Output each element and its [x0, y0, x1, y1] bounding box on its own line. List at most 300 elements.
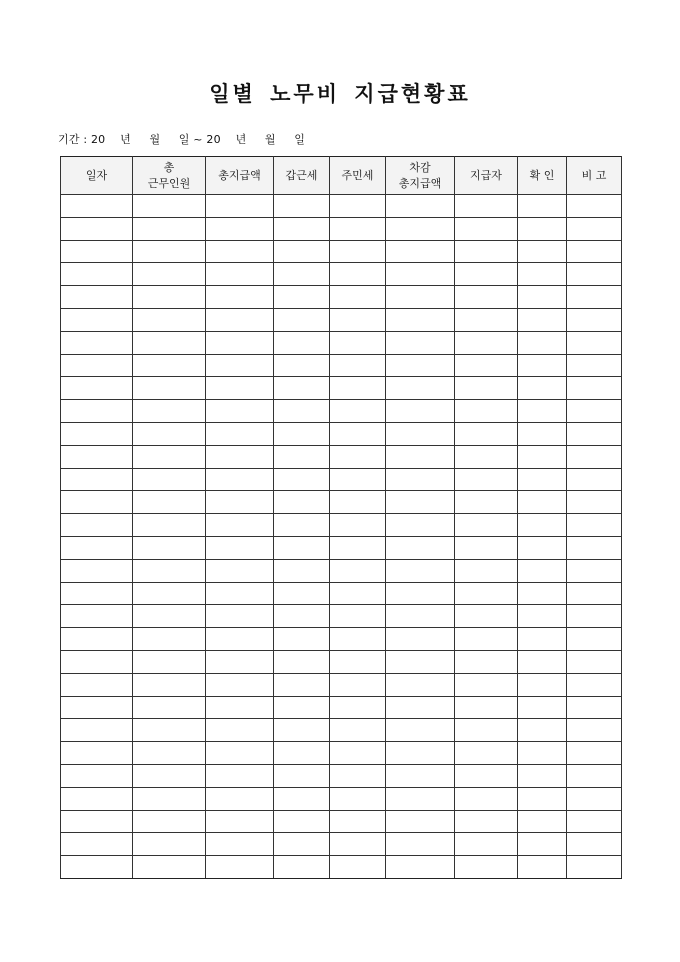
table-cell — [133, 833, 206, 856]
header-total-payment: 총지급액 — [206, 157, 274, 195]
table-cell — [133, 673, 206, 696]
table-cell — [386, 195, 455, 218]
table-cell — [455, 400, 518, 423]
table-cell — [386, 240, 455, 263]
table-cell — [274, 445, 330, 468]
table-cell — [567, 514, 622, 537]
table-cell — [455, 491, 518, 514]
table-cell — [330, 605, 386, 628]
table-cell — [330, 468, 386, 491]
table-cell — [386, 491, 455, 514]
table-row — [61, 354, 622, 377]
table-cell — [61, 240, 133, 263]
table-cell — [206, 491, 274, 514]
table-row — [61, 400, 622, 423]
table-cell — [274, 605, 330, 628]
table-cell — [455, 422, 518, 445]
header-total-workers: 총 근무인원 — [133, 157, 206, 195]
table-cell — [567, 331, 622, 354]
table-cell — [386, 514, 455, 537]
table-cell — [330, 263, 386, 286]
table-cell — [330, 491, 386, 514]
table-cell — [61, 650, 133, 673]
table-cell — [61, 491, 133, 514]
table-cell — [274, 764, 330, 787]
table-cell — [274, 650, 330, 673]
table-cell — [386, 742, 455, 765]
table-cell — [330, 195, 386, 218]
table-row — [61, 696, 622, 719]
table-cell — [133, 536, 206, 559]
table-cell — [455, 286, 518, 309]
table-cell — [330, 422, 386, 445]
table-cell — [274, 719, 330, 742]
table-cell — [274, 833, 330, 856]
table-cell — [206, 856, 274, 879]
table-cell — [386, 286, 455, 309]
table-cell — [386, 377, 455, 400]
table-cell — [274, 491, 330, 514]
table-cell — [455, 628, 518, 651]
document-title: 일별 노무비 지급현황표 — [209, 81, 471, 106]
table-row — [61, 491, 622, 514]
table-cell — [61, 582, 133, 605]
table-cell — [386, 263, 455, 286]
table-cell — [206, 764, 274, 787]
table-cell — [386, 696, 455, 719]
table-cell — [133, 286, 206, 309]
table-cell — [455, 673, 518, 696]
table-cell — [567, 445, 622, 468]
table-cell — [61, 217, 133, 240]
table-cell — [274, 628, 330, 651]
table-cell — [386, 810, 455, 833]
table-cell — [133, 764, 206, 787]
table-cell — [133, 195, 206, 218]
table-cell — [518, 240, 567, 263]
table-cell — [61, 787, 133, 810]
table-row — [61, 673, 622, 696]
table-cell — [455, 354, 518, 377]
table-cell — [518, 628, 567, 651]
table-cell — [455, 764, 518, 787]
table-cell — [330, 240, 386, 263]
table-cell — [330, 582, 386, 605]
table-cell — [518, 696, 567, 719]
table-cell — [567, 787, 622, 810]
table-cell — [206, 582, 274, 605]
table-cell — [330, 719, 386, 742]
table-cell — [567, 696, 622, 719]
table-cell — [206, 605, 274, 628]
table-cell — [274, 422, 330, 445]
table-cell — [567, 559, 622, 582]
table-cell — [386, 536, 455, 559]
table-cell — [330, 673, 386, 696]
table-cell — [518, 650, 567, 673]
table-cell — [61, 536, 133, 559]
table-cell — [455, 605, 518, 628]
table-cell — [567, 605, 622, 628]
table-cell — [274, 582, 330, 605]
table-cell — [274, 514, 330, 537]
table-cell — [567, 810, 622, 833]
table-cell — [518, 195, 567, 218]
table-cell — [61, 514, 133, 537]
table-cell — [518, 764, 567, 787]
table-row — [61, 559, 622, 582]
table-cell — [518, 491, 567, 514]
table-cell — [61, 331, 133, 354]
table-cell — [206, 240, 274, 263]
table-cell — [61, 810, 133, 833]
table-cell — [133, 240, 206, 263]
table-cell — [133, 468, 206, 491]
table-cell — [206, 354, 274, 377]
table-cell — [133, 650, 206, 673]
table-cell — [567, 742, 622, 765]
table-cell — [61, 764, 133, 787]
table-row — [61, 833, 622, 856]
table-cell — [61, 833, 133, 856]
table-cell — [133, 605, 206, 628]
table-cell — [455, 331, 518, 354]
table-cell — [61, 696, 133, 719]
table-cell — [274, 696, 330, 719]
table-cell — [206, 628, 274, 651]
table-cell — [274, 810, 330, 833]
table-cell — [386, 582, 455, 605]
table-cell — [518, 856, 567, 879]
table-cell — [61, 308, 133, 331]
table-cell — [518, 377, 567, 400]
table-cell — [386, 331, 455, 354]
table-cell — [133, 628, 206, 651]
table-cell — [330, 286, 386, 309]
table-cell — [567, 833, 622, 856]
table-row — [61, 536, 622, 559]
table-cell — [206, 400, 274, 423]
table-cell — [386, 422, 455, 445]
table-cell — [206, 445, 274, 468]
table-cell — [567, 354, 622, 377]
table-row — [61, 422, 622, 445]
table-cell — [133, 491, 206, 514]
table-cell — [61, 263, 133, 286]
header-confirm: 확 인 — [518, 157, 567, 195]
header-row — [61, 157, 622, 195]
table-cell — [133, 719, 206, 742]
table-cell — [386, 445, 455, 468]
table-row — [61, 787, 622, 810]
table-cell — [330, 331, 386, 354]
table-cell — [206, 195, 274, 218]
labor-cost-table — [60, 156, 622, 879]
table-cell — [206, 650, 274, 673]
table-cell — [274, 377, 330, 400]
table-cell — [133, 331, 206, 354]
table-cell — [206, 514, 274, 537]
table-cell — [274, 400, 330, 423]
table-cell — [133, 217, 206, 240]
table-cell — [518, 468, 567, 491]
table-cell — [455, 742, 518, 765]
table-cell — [386, 628, 455, 651]
table-cell — [518, 331, 567, 354]
table-cell — [330, 354, 386, 377]
table-cell — [133, 445, 206, 468]
table-body — [61, 195, 622, 879]
table-cell — [567, 240, 622, 263]
table-cell — [455, 217, 518, 240]
table-row — [61, 742, 622, 765]
table-cell — [567, 536, 622, 559]
table-cell — [206, 787, 274, 810]
table-cell — [455, 195, 518, 218]
table-cell — [567, 286, 622, 309]
table-cell — [274, 240, 330, 263]
table-cell — [518, 445, 567, 468]
table-cell — [455, 263, 518, 286]
table-cell — [518, 582, 567, 605]
table-cell — [518, 787, 567, 810]
table-cell — [518, 400, 567, 423]
table-cell — [274, 308, 330, 331]
table-cell — [133, 308, 206, 331]
table-row — [61, 331, 622, 354]
table-cell — [330, 217, 386, 240]
table-cell — [61, 400, 133, 423]
table-row — [61, 810, 622, 833]
table-row — [61, 605, 622, 628]
table-cell — [518, 308, 567, 331]
table-cell — [61, 422, 133, 445]
table-cell — [330, 856, 386, 879]
table-cell — [61, 559, 133, 582]
table-cell — [61, 856, 133, 879]
table-cell — [455, 377, 518, 400]
table-cell — [330, 833, 386, 856]
table-cell — [567, 582, 622, 605]
table-cell — [518, 833, 567, 856]
table-cell — [567, 217, 622, 240]
table-cell — [386, 719, 455, 742]
table-cell — [330, 764, 386, 787]
table-row — [61, 445, 622, 468]
table-cell — [455, 559, 518, 582]
table-cell — [455, 719, 518, 742]
table-cell — [206, 468, 274, 491]
table-cell — [274, 217, 330, 240]
table-row — [61, 628, 622, 651]
table-row — [61, 650, 622, 673]
table-cell — [330, 650, 386, 673]
table-cell — [133, 263, 206, 286]
table-cell — [455, 833, 518, 856]
table-cell — [206, 331, 274, 354]
table-row — [61, 377, 622, 400]
table-cell — [61, 673, 133, 696]
table-cell — [133, 377, 206, 400]
table-cell — [133, 742, 206, 765]
header-payer: 지급자 — [455, 157, 518, 195]
table-cell — [567, 263, 622, 286]
table-cell — [61, 719, 133, 742]
table-cell — [455, 445, 518, 468]
table-cell — [133, 787, 206, 810]
table-cell — [567, 491, 622, 514]
table-cell — [206, 810, 274, 833]
table-cell — [455, 240, 518, 263]
table-cell — [518, 286, 567, 309]
table-cell — [386, 673, 455, 696]
table-cell — [455, 810, 518, 833]
table-cell — [518, 354, 567, 377]
header-remarks: 비 고 — [567, 157, 622, 195]
table-cell — [330, 559, 386, 582]
table-cell — [518, 422, 567, 445]
table-cell — [206, 308, 274, 331]
table-cell — [386, 787, 455, 810]
table-cell — [206, 559, 274, 582]
table-cell — [567, 468, 622, 491]
table-cell — [206, 536, 274, 559]
table-cell — [274, 354, 330, 377]
table-cell — [567, 377, 622, 400]
table-row — [61, 263, 622, 286]
table-cell — [455, 536, 518, 559]
table-cell — [455, 696, 518, 719]
table-row — [61, 286, 622, 309]
table-cell — [455, 468, 518, 491]
table-cell — [61, 468, 133, 491]
table-cell — [133, 422, 206, 445]
table-cell — [274, 787, 330, 810]
table-cell — [274, 559, 330, 582]
table-row — [61, 719, 622, 742]
table-cell — [133, 559, 206, 582]
table-cell — [274, 263, 330, 286]
table-cell — [455, 514, 518, 537]
table-cell — [518, 605, 567, 628]
table-cell — [61, 742, 133, 765]
table-cell — [518, 742, 567, 765]
table-cell — [274, 673, 330, 696]
table-cell — [206, 377, 274, 400]
table-cell — [386, 468, 455, 491]
table-cell — [206, 696, 274, 719]
table-cell — [567, 308, 622, 331]
table-cell — [61, 445, 133, 468]
header-date: 일자 — [61, 157, 133, 195]
period-line: 기간 : 20 년 월 일 ~ 20 년 월 일 — [58, 133, 306, 146]
table-cell — [274, 536, 330, 559]
table-cell — [274, 195, 330, 218]
table-cell — [455, 787, 518, 810]
table-cell — [206, 217, 274, 240]
table-row — [61, 217, 622, 240]
table-cell — [567, 650, 622, 673]
table-cell — [206, 673, 274, 696]
table-cell — [386, 856, 455, 879]
table-cell — [330, 742, 386, 765]
table-cell — [567, 856, 622, 879]
table-cell — [206, 286, 274, 309]
table-cell — [518, 514, 567, 537]
table-cell — [330, 696, 386, 719]
table-cell — [567, 628, 622, 651]
table-cell — [330, 445, 386, 468]
table-cell — [206, 719, 274, 742]
table-cell — [455, 308, 518, 331]
table-cell — [518, 719, 567, 742]
header-resident-tax: 주민세 — [330, 157, 386, 195]
table-row — [61, 764, 622, 787]
table-row — [61, 240, 622, 263]
table-cell — [386, 308, 455, 331]
table-cell — [133, 696, 206, 719]
table-cell — [518, 263, 567, 286]
table-cell — [567, 400, 622, 423]
table-cell — [386, 605, 455, 628]
table-cell — [61, 286, 133, 309]
table-cell — [330, 400, 386, 423]
header-income-tax: 갑근세 — [274, 157, 330, 195]
table-cell — [455, 856, 518, 879]
table-cell — [61, 605, 133, 628]
table-cell — [61, 377, 133, 400]
table-cell — [455, 582, 518, 605]
table-cell — [330, 514, 386, 537]
table-cell — [206, 263, 274, 286]
table-cell — [330, 787, 386, 810]
table-cell — [386, 559, 455, 582]
table-cell — [386, 764, 455, 787]
table-cell — [274, 286, 330, 309]
table-cell — [206, 833, 274, 856]
table-cell — [61, 195, 133, 218]
table-cell — [567, 422, 622, 445]
table-row — [61, 308, 622, 331]
table-cell — [330, 628, 386, 651]
table-cell — [567, 764, 622, 787]
table-cell — [133, 354, 206, 377]
table-cell — [330, 308, 386, 331]
table-row — [61, 514, 622, 537]
table-row — [61, 468, 622, 491]
table-cell — [386, 650, 455, 673]
table-cell — [274, 856, 330, 879]
table-cell — [206, 422, 274, 445]
table-cell — [386, 354, 455, 377]
header-net-payment: 차감 총지급액 — [386, 157, 455, 195]
table-cell — [133, 810, 206, 833]
table-cell — [567, 673, 622, 696]
table-row — [61, 582, 622, 605]
table-row — [61, 195, 622, 218]
table-cell — [61, 628, 133, 651]
table-cell — [386, 400, 455, 423]
table-cell — [567, 719, 622, 742]
table-cell — [518, 536, 567, 559]
table-cell — [274, 742, 330, 765]
table-cell — [133, 856, 206, 879]
table-cell — [386, 833, 455, 856]
table-cell — [518, 217, 567, 240]
table-row — [61, 856, 622, 879]
table-cell — [274, 331, 330, 354]
table-cell — [206, 742, 274, 765]
